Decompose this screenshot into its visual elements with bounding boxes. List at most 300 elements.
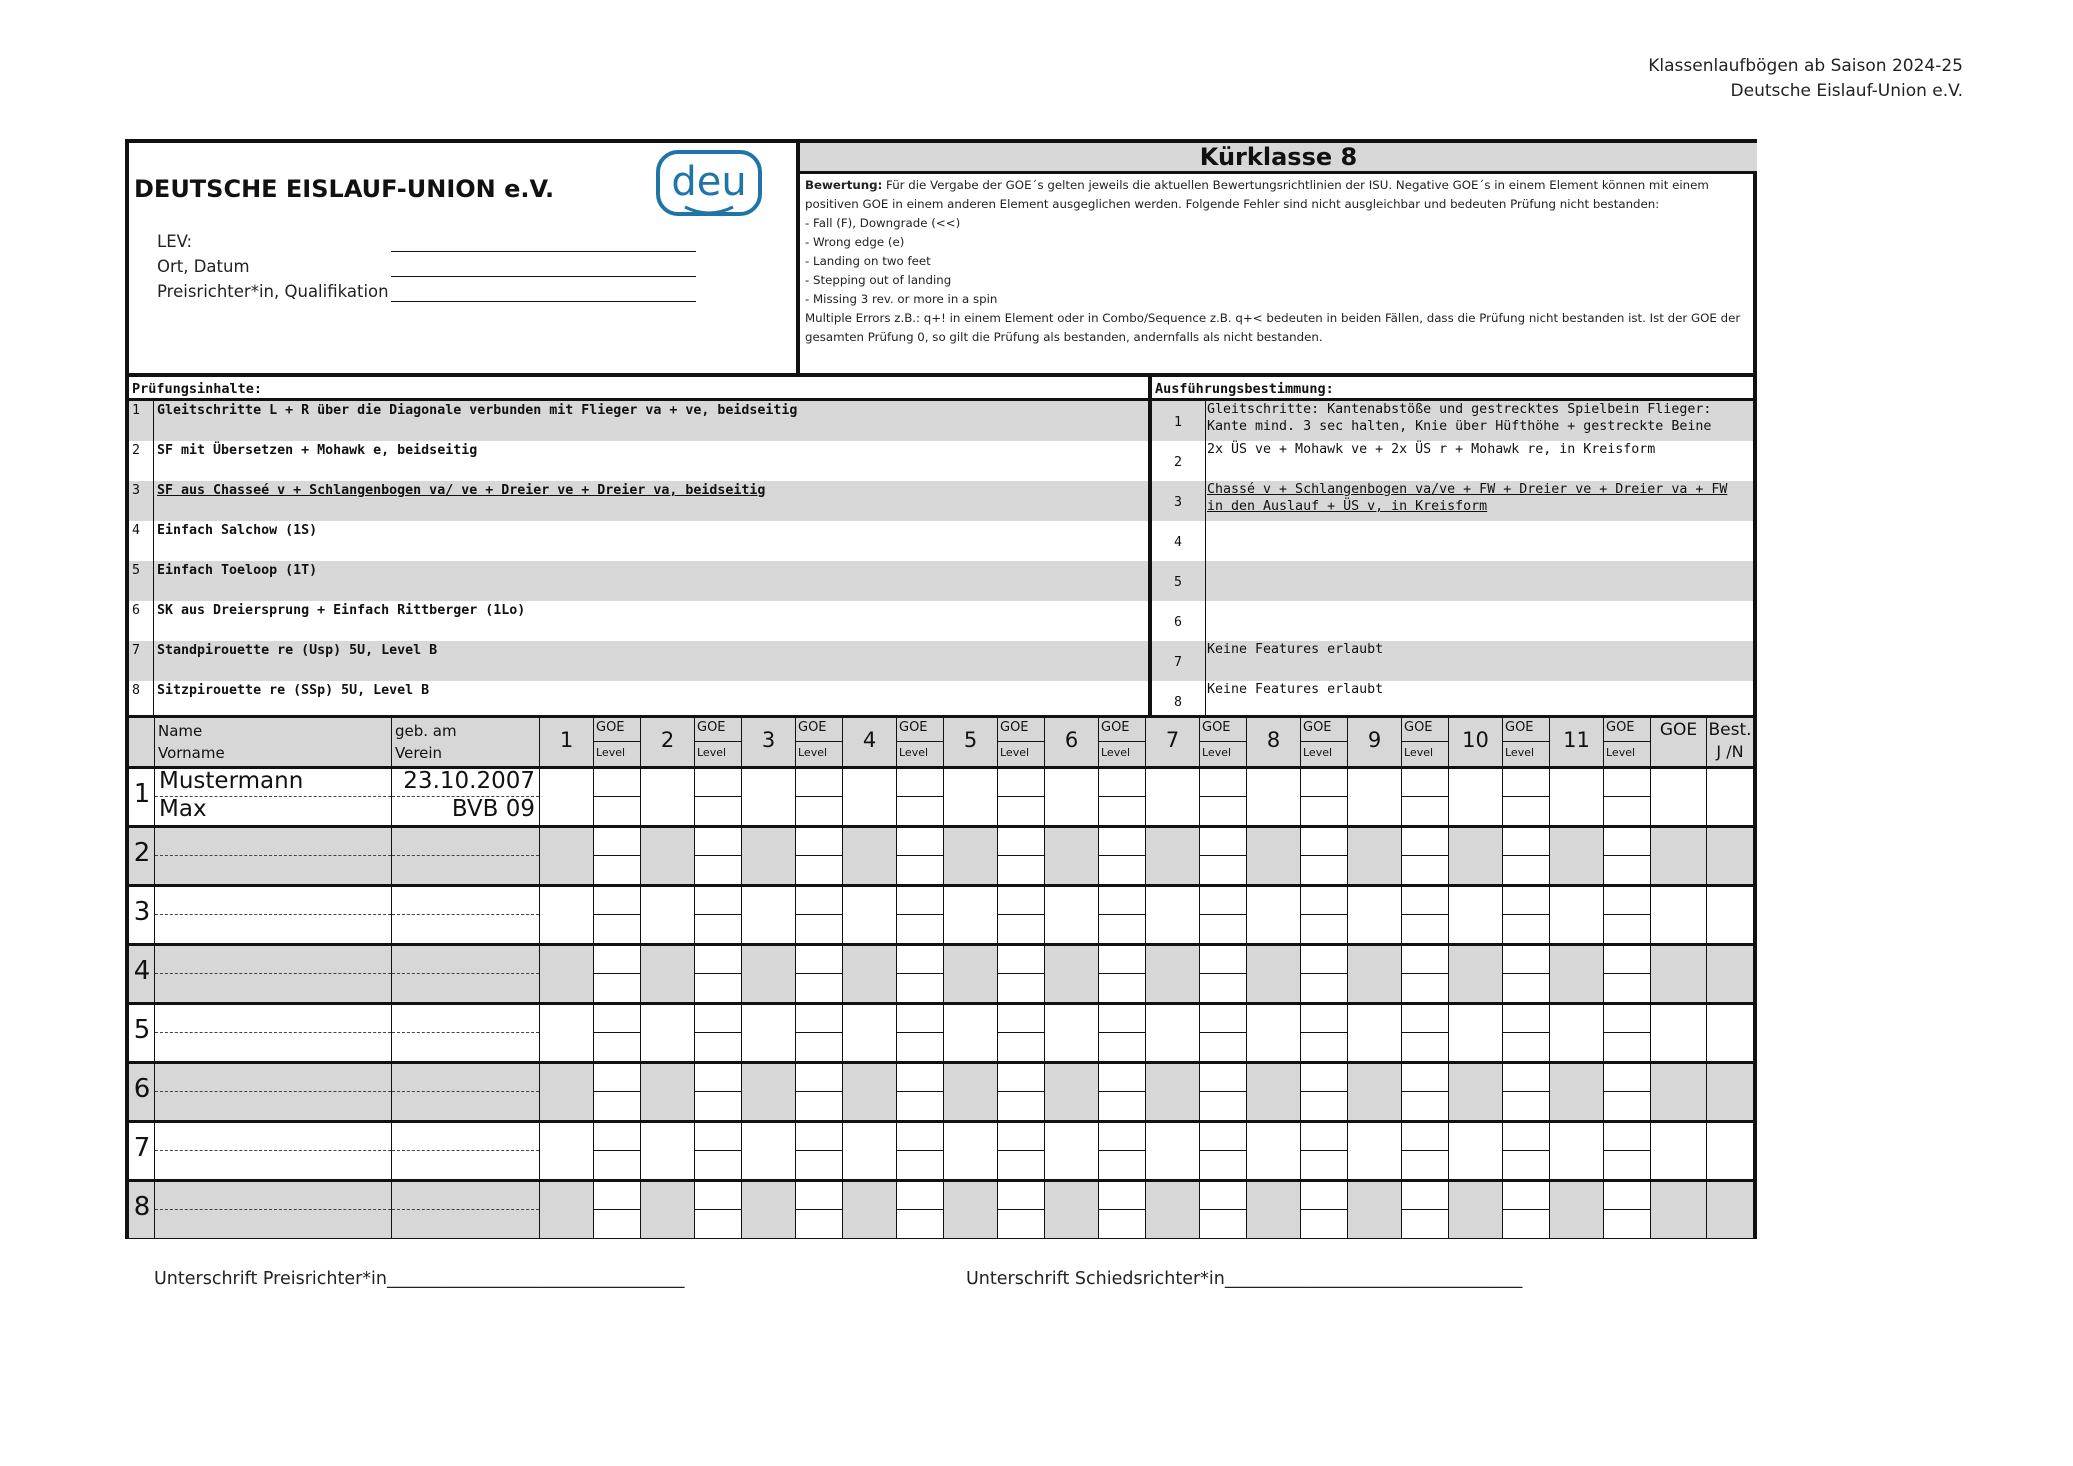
element-cell[interactable] xyxy=(1146,946,1200,1002)
skater-geb: 23.10.2007 xyxy=(403,768,535,794)
header-element-number: 8 xyxy=(1266,728,1281,752)
goe-level-cell[interactable] xyxy=(594,769,641,825)
class-title: Kürklasse 8 xyxy=(796,143,1757,174)
element-cell[interactable] xyxy=(1247,1005,1301,1061)
header-element-number: 7 xyxy=(1165,728,1180,752)
goe-level-cell[interactable] xyxy=(1402,1182,1449,1238)
goe-total-cell[interactable] xyxy=(1651,1064,1707,1120)
element-cell[interactable] xyxy=(1348,1064,1402,1120)
bewertung-text xyxy=(796,174,1753,373)
goe-level-cell[interactable] xyxy=(897,828,944,884)
goe-level-cell[interactable] xyxy=(998,828,1045,884)
element-cell[interactable] xyxy=(944,828,998,884)
goe-level-cell[interactable] xyxy=(1301,769,1348,825)
goe-level-cell[interactable] xyxy=(1301,828,1348,884)
element-cell[interactable] xyxy=(540,828,594,884)
element-cell[interactable] xyxy=(944,946,998,1002)
goe-level-cell[interactable] xyxy=(1402,769,1449,825)
best-cell[interactable] xyxy=(1707,769,1753,825)
goe-level-cell[interactable] xyxy=(1503,946,1550,1002)
element-cell[interactable] xyxy=(1449,1182,1503,1238)
goe-level-cell[interactable] xyxy=(1200,1005,1247,1061)
element-cell[interactable] xyxy=(944,769,998,825)
header-level: Level xyxy=(596,746,626,759)
best-cell[interactable] xyxy=(1707,946,1753,1002)
header-geb: geb. am xyxy=(395,722,457,740)
best-cell[interactable] xyxy=(1707,1123,1753,1179)
header-goe-level-cell xyxy=(1503,718,1550,766)
header-element-number: 3 xyxy=(761,728,776,752)
num-col-divider xyxy=(153,401,154,715)
header-element-cell xyxy=(1247,718,1301,766)
element-cell[interactable] xyxy=(1247,828,1301,884)
goe-level-cell[interactable] xyxy=(1503,1182,1550,1238)
element-cell[interactable] xyxy=(1550,946,1604,1002)
goe-level-cell[interactable] xyxy=(1301,1123,1348,1179)
goe-level-cell[interactable] xyxy=(1099,828,1146,884)
header-goe: GOE xyxy=(1000,720,1029,735)
exercise-row: 1 Gleitschritte L + R über die Diagonale verbunden mit Flieger va + ve, beidseitig xyxy=(129,401,1148,441)
exercise-row: 8 Sitzpirouette re (SSp) 5U, Level B xyxy=(132,683,430,698)
goe-level-cell[interactable] xyxy=(796,887,843,943)
element-cell[interactable] xyxy=(1247,1182,1301,1238)
best-cell[interactable] xyxy=(1707,1064,1753,1120)
header-goe-level-cell xyxy=(1301,718,1348,766)
header-level: Level xyxy=(1606,746,1636,759)
element-cell[interactable] xyxy=(1045,946,1099,1002)
element-cell[interactable] xyxy=(843,1123,897,1179)
row-number: 6 xyxy=(133,1074,151,1104)
row-number-cell xyxy=(129,1123,155,1179)
document-header xyxy=(1648,54,1963,104)
goe-level-cell[interactable] xyxy=(1200,1182,1247,1238)
header-level: Level xyxy=(899,746,929,759)
goe-level-cell[interactable] xyxy=(594,1064,641,1120)
table-row xyxy=(129,1179,1753,1238)
element-cell[interactable] xyxy=(1348,828,1402,884)
element-cell[interactable] xyxy=(540,769,594,825)
row-number-cell xyxy=(129,1182,155,1238)
goe-level-cell[interactable] xyxy=(1604,887,1651,943)
row-number-cell xyxy=(129,828,155,884)
goe-level-cell[interactable] xyxy=(594,1005,641,1061)
bewertung-intro: Für die Vergabe der GOE´s gelten jeweils die aktuellen Bewertungsrichtlinien der ISU. Negative GOE´s in einem Element können mit einem positiven GOE in einem anderen Element ausgeglichen werden. Folgende Fehler sind nicht ausgleichbar und bedeuten Prüfung nicht bestanden: xyxy=(805,178,1709,211)
element-cell[interactable] xyxy=(944,1005,998,1061)
goe-level-cell[interactable] xyxy=(998,946,1045,1002)
goe-level-cell[interactable] xyxy=(1200,769,1247,825)
row-number: 3 xyxy=(133,897,151,927)
goe-total-cell[interactable] xyxy=(1651,1182,1707,1238)
header-element-cell xyxy=(641,718,695,766)
signature-schiedsrichter[interactable]: Unterschrift Schiedsrichter*in__________________________________ xyxy=(966,1269,1523,1289)
goe-level-cell[interactable] xyxy=(1301,887,1348,943)
goe-level-cell[interactable] xyxy=(998,1182,1045,1238)
goe-level-cell[interactable] xyxy=(1402,1123,1449,1179)
header-num-cell xyxy=(129,718,155,766)
goe-level-cell[interactable] xyxy=(594,1123,641,1179)
goe-level-cell[interactable] xyxy=(1604,1123,1651,1179)
element-cell[interactable] xyxy=(1045,1123,1099,1179)
goe-level-cell[interactable] xyxy=(897,887,944,943)
element-cell[interactable] xyxy=(540,1064,594,1120)
element-cell[interactable] xyxy=(1045,1005,1099,1061)
element-cell[interactable] xyxy=(843,1005,897,1061)
spec-row: 1 Gleitschritte: Kantenabstöße und gestrecktes Spielbein Flieger: Kante mind. 3 sec halten, Knie über Hüfthöhe + gestreckte Beine xyxy=(1152,401,1753,441)
org-name: DEUTSCHE EISLAUF-UNION e.V. xyxy=(134,175,555,203)
goe-level-cell[interactable] xyxy=(998,887,1045,943)
goe-level-cell[interactable] xyxy=(1099,1182,1146,1238)
goe-level-cell[interactable] xyxy=(897,1182,944,1238)
exercise-row: 6 SK aus Dreiersprung + Einfach Rittberger (1Lo) xyxy=(132,603,526,618)
goe-level-cell[interactable] xyxy=(1200,1064,1247,1120)
goe-level-cell[interactable] xyxy=(796,769,843,825)
goe-level-cell[interactable] xyxy=(1099,887,1146,943)
exercise-row: 4 Einfach Salchow (1S) xyxy=(132,523,318,538)
goe-level-cell[interactable] xyxy=(1099,946,1146,1002)
goe-level-cell[interactable] xyxy=(1099,1005,1146,1061)
element-cell[interactable] xyxy=(1449,1005,1503,1061)
name-cell[interactable] xyxy=(155,946,392,1002)
goe-level-cell[interactable] xyxy=(1402,946,1449,1002)
element-cell[interactable] xyxy=(1348,887,1402,943)
header-goe: GOE xyxy=(798,720,827,735)
header-goe-level-cell xyxy=(1402,718,1449,766)
goe-level-cell[interactable] xyxy=(695,769,742,825)
header-goe-level-cell xyxy=(998,718,1045,766)
lev-label: LEV: xyxy=(157,232,193,251)
name-cell[interactable] xyxy=(155,769,392,825)
header-level: Level xyxy=(1404,746,1434,759)
goe-level-cell[interactable] xyxy=(796,1005,843,1061)
goe-level-cell[interactable] xyxy=(1604,1005,1651,1061)
element-cell[interactable] xyxy=(1550,1182,1604,1238)
element-cell[interactable] xyxy=(1348,1005,1402,1061)
goe-level-cell[interactable] xyxy=(796,1064,843,1120)
header-goe-total: GOE xyxy=(1659,720,1698,740)
element-cell[interactable] xyxy=(1247,1123,1301,1179)
element-cell[interactable] xyxy=(641,828,695,884)
header-element-number: 2 xyxy=(660,728,675,752)
goe-level-cell[interactable] xyxy=(1301,1064,1348,1120)
row-number: 7 xyxy=(133,1133,151,1163)
goe-level-cell[interactable] xyxy=(695,828,742,884)
goe-level-cell[interactable] xyxy=(695,887,742,943)
goe-level-cell[interactable] xyxy=(1099,1064,1146,1120)
element-cell[interactable] xyxy=(641,1005,695,1061)
element-cell[interactable] xyxy=(641,887,695,943)
goe-level-cell[interactable] xyxy=(796,946,843,1002)
geb-verein-cell[interactable] xyxy=(392,1123,540,1179)
header-goe: GOE xyxy=(899,720,928,735)
element-cell[interactable] xyxy=(742,1064,796,1120)
goe-total-cell[interactable] xyxy=(1651,1005,1707,1061)
name-cell[interactable] xyxy=(155,1182,392,1238)
preisrichter-input-line[interactable] xyxy=(391,301,696,302)
goe-level-cell[interactable] xyxy=(594,946,641,1002)
element-cell[interactable] xyxy=(1247,887,1301,943)
deu-logo xyxy=(655,149,763,219)
element-cell[interactable] xyxy=(1146,1064,1200,1120)
goe-level-cell[interactable] xyxy=(1503,769,1550,825)
goe-level-cell[interactable] xyxy=(1200,946,1247,1002)
goe-level-cell[interactable] xyxy=(1402,1005,1449,1061)
element-cell[interactable] xyxy=(742,1005,796,1061)
header-element-cell xyxy=(843,718,897,766)
goe-total-cell[interactable] xyxy=(1651,1123,1707,1179)
pruefungsinhalte-header: Prüfungsinhalte: xyxy=(129,377,1148,401)
goe-level-cell[interactable] xyxy=(695,1005,742,1061)
header-element-cell xyxy=(944,718,998,766)
score-table xyxy=(129,715,1753,1235)
element-cell[interactable] xyxy=(1550,1005,1604,1061)
name-cell[interactable] xyxy=(155,1005,392,1061)
goe-level-cell[interactable] xyxy=(897,946,944,1002)
header-element-cell xyxy=(742,718,796,766)
element-cell[interactable] xyxy=(1550,1123,1604,1179)
goe-level-cell[interactable] xyxy=(796,1123,843,1179)
header-goe-level-cell xyxy=(594,718,641,766)
element-cell[interactable] xyxy=(1045,1064,1099,1120)
element-cell[interactable] xyxy=(742,946,796,1002)
element-cell[interactable] xyxy=(540,946,594,1002)
goe-level-cell[interactable] xyxy=(1301,946,1348,1002)
goe-level-cell[interactable] xyxy=(897,769,944,825)
header-level: Level xyxy=(1202,746,1232,759)
header-line-2: Deutsche Eislauf-Union e.V. xyxy=(1730,81,1963,101)
goe-level-cell[interactable] xyxy=(1200,887,1247,943)
element-cell[interactable] xyxy=(641,946,695,1002)
header-element-number: 6 xyxy=(1064,728,1079,752)
element-cell[interactable] xyxy=(944,1182,998,1238)
geb-verein-cell[interactable] xyxy=(392,828,540,884)
exam-form xyxy=(125,139,1757,1239)
goe-level-cell[interactable] xyxy=(695,946,742,1002)
goe-level-cell[interactable] xyxy=(1402,828,1449,884)
header-element-cell xyxy=(1045,718,1099,766)
element-cell[interactable] xyxy=(540,1182,594,1238)
goe-level-cell[interactable] xyxy=(1503,887,1550,943)
element-cell[interactable] xyxy=(1449,1123,1503,1179)
header-name-cell xyxy=(155,718,392,766)
goe-level-cell[interactable] xyxy=(1402,1064,1449,1120)
element-cell[interactable] xyxy=(843,946,897,1002)
element-cell[interactable] xyxy=(1449,769,1503,825)
error-item: - Wrong edge (e) xyxy=(805,235,905,249)
goe-level-cell[interactable] xyxy=(594,1182,641,1238)
goe-level-cell[interactable] xyxy=(1503,1064,1550,1120)
header-element-number: 9 xyxy=(1367,728,1382,752)
ausfuehrung-header: Ausführungsbestimmung: xyxy=(1152,377,1753,401)
element-cell[interactable] xyxy=(742,828,796,884)
header-goe-total-cell xyxy=(1651,718,1707,766)
element-cell[interactable] xyxy=(641,1064,695,1120)
goe-level-cell[interactable] xyxy=(1301,1182,1348,1238)
element-cell[interactable] xyxy=(540,1123,594,1179)
goe-level-cell[interactable] xyxy=(1503,828,1550,884)
spec-row: 8 Keine Features erlaubt xyxy=(1174,682,1384,710)
goe-level-cell[interactable] xyxy=(594,828,641,884)
best-cell[interactable] xyxy=(1707,1182,1753,1238)
name-cell[interactable] xyxy=(155,828,392,884)
section-divider xyxy=(1148,377,1152,715)
element-cell[interactable] xyxy=(944,1064,998,1120)
exercise-row: 5 Einfach Toeloop (1T) xyxy=(129,561,1148,601)
goe-level-cell[interactable] xyxy=(1099,769,1146,825)
header-element-number: 5 xyxy=(963,728,978,752)
goe-level-cell[interactable] xyxy=(1503,1005,1550,1061)
goe-level-cell[interactable] xyxy=(796,1182,843,1238)
goe-level-cell[interactable] xyxy=(1604,946,1651,1002)
best-cell[interactable] xyxy=(1707,1005,1753,1061)
element-cell[interactable] xyxy=(1045,1182,1099,1238)
header-goe-level-cell xyxy=(1099,718,1146,766)
ort-datum-input-line[interactable] xyxy=(391,276,696,277)
element-cell[interactable] xyxy=(1449,828,1503,884)
goe-level-cell[interactable] xyxy=(695,1064,742,1120)
goe-level-cell[interactable] xyxy=(1604,769,1651,825)
geb-verein-cell[interactable] xyxy=(392,887,540,943)
element-cell[interactable] xyxy=(944,887,998,943)
geb-verein-cell[interactable] xyxy=(392,769,540,825)
geb-verein-cell[interactable] xyxy=(392,946,540,1002)
best-cell[interactable] xyxy=(1707,828,1753,884)
goe-level-cell[interactable] xyxy=(1200,828,1247,884)
header-goe: GOE xyxy=(596,720,625,735)
header-element-cell xyxy=(540,718,594,766)
element-cell[interactable] xyxy=(1146,828,1200,884)
goe-level-cell[interactable] xyxy=(998,1005,1045,1061)
goe-level-cell[interactable] xyxy=(1604,1182,1651,1238)
goe-level-cell[interactable] xyxy=(998,769,1045,825)
element-cell[interactable] xyxy=(1247,769,1301,825)
spec-row: 4 xyxy=(1174,535,1183,550)
element-cell[interactable] xyxy=(540,887,594,943)
element-cell[interactable] xyxy=(1045,769,1099,825)
spec-num-divider xyxy=(1205,401,1206,715)
element-cell[interactable] xyxy=(1348,1123,1402,1179)
element-cell[interactable] xyxy=(1449,946,1503,1002)
goe-level-cell[interactable] xyxy=(998,1064,1045,1120)
element-cell[interactable] xyxy=(1045,887,1099,943)
element-cell[interactable] xyxy=(641,1182,695,1238)
geb-verein-cell[interactable] xyxy=(392,1064,540,1120)
goe-total-cell[interactable] xyxy=(1651,946,1707,1002)
name-cell[interactable] xyxy=(155,1064,392,1120)
goe-total-cell[interactable] xyxy=(1651,828,1707,884)
header-element-number: 11 xyxy=(1563,728,1590,752)
element-cell[interactable] xyxy=(1348,1182,1402,1238)
goe-level-cell[interactable] xyxy=(1604,1064,1651,1120)
goe-level-cell[interactable] xyxy=(1604,828,1651,884)
element-cell[interactable] xyxy=(843,769,897,825)
goe-total-cell[interactable] xyxy=(1651,769,1707,825)
name-cell[interactable] xyxy=(155,887,392,943)
header-verein: Verein xyxy=(395,744,443,762)
element-cell[interactable] xyxy=(1550,1064,1604,1120)
header-goe-level-cell xyxy=(1200,718,1247,766)
header-element-cell xyxy=(1550,718,1604,766)
bewertung-label: Bewertung: xyxy=(805,178,883,192)
goe-level-cell[interactable] xyxy=(897,1005,944,1061)
element-cell[interactable] xyxy=(1348,769,1402,825)
error-item: - Landing on two feet xyxy=(805,254,931,268)
element-cell[interactable] xyxy=(1550,769,1604,825)
goe-level-cell[interactable] xyxy=(897,1064,944,1120)
element-cell[interactable] xyxy=(843,1182,897,1238)
element-cell[interactable] xyxy=(843,1064,897,1120)
element-cell[interactable] xyxy=(1146,1005,1200,1061)
goe-level-cell[interactable] xyxy=(1402,887,1449,943)
lev-input-line[interactable] xyxy=(391,251,696,252)
goe-level-cell[interactable] xyxy=(1099,1123,1146,1179)
exercise-row: 7 Standpirouette re (Usp) 5U, Level B xyxy=(129,641,1148,681)
goe-total-cell[interactable] xyxy=(1651,887,1707,943)
goe-level-cell[interactable] xyxy=(1503,1123,1550,1179)
row-number-cell xyxy=(129,769,155,825)
element-cell[interactable] xyxy=(1247,946,1301,1002)
element-cell[interactable] xyxy=(843,828,897,884)
element-cell[interactable] xyxy=(641,1123,695,1179)
header-goe: GOE xyxy=(1404,720,1433,735)
table-row xyxy=(129,825,1753,884)
element-cell[interactable] xyxy=(742,1182,796,1238)
geb-verein-cell[interactable] xyxy=(392,1182,540,1238)
header-element-number: 1 xyxy=(559,728,574,752)
header-element-number: 10 xyxy=(1462,728,1489,752)
row-number-cell xyxy=(129,946,155,1002)
table-row xyxy=(129,884,1753,943)
element-cell[interactable] xyxy=(540,1005,594,1061)
table-row xyxy=(129,1061,1753,1120)
goe-level-cell[interactable] xyxy=(695,1182,742,1238)
header-element-cell xyxy=(1146,718,1200,766)
element-cell[interactable] xyxy=(742,769,796,825)
element-cell[interactable] xyxy=(1348,946,1402,1002)
header-level: Level xyxy=(1000,746,1030,759)
element-cell[interactable] xyxy=(1146,1123,1200,1179)
element-cell[interactable] xyxy=(944,1123,998,1179)
goe-level-cell[interactable] xyxy=(897,1123,944,1179)
element-cell[interactable] xyxy=(1449,1064,1503,1120)
geb-verein-cell[interactable] xyxy=(392,1005,540,1061)
signature-preisrichter[interactable]: Unterschrift Preisrichter*in__________________________________ xyxy=(154,1269,685,1289)
element-cell[interactable] xyxy=(1247,1064,1301,1120)
element-cell[interactable] xyxy=(1146,769,1200,825)
row-number-cell xyxy=(129,1064,155,1120)
goe-level-cell[interactable] xyxy=(796,828,843,884)
element-cell[interactable] xyxy=(1146,1182,1200,1238)
name-cell[interactable] xyxy=(155,1123,392,1179)
goe-level-cell[interactable] xyxy=(1301,1005,1348,1061)
element-cell[interactable] xyxy=(742,887,796,943)
goe-level-cell[interactable] xyxy=(998,1123,1045,1179)
element-cell[interactable] xyxy=(1550,887,1604,943)
element-cell[interactable] xyxy=(1146,887,1200,943)
element-cell[interactable] xyxy=(641,769,695,825)
error-item: - Missing 3 rev. or more in a spin xyxy=(805,292,998,306)
spec-row: 2 2x ÜS ve + Mohawk ve + 2x ÜS r + Mohawk re, in Kreisform xyxy=(1174,442,1656,470)
element-cell[interactable] xyxy=(1045,828,1099,884)
element-cell[interactable] xyxy=(1449,887,1503,943)
element-cell[interactable] xyxy=(742,1123,796,1179)
goe-level-cell[interactable] xyxy=(594,887,641,943)
best-cell[interactable] xyxy=(1707,887,1753,943)
goe-level-cell[interactable] xyxy=(1200,1123,1247,1179)
element-cell[interactable] xyxy=(1550,828,1604,884)
element-cell[interactable] xyxy=(843,887,897,943)
goe-level-cell[interactable] xyxy=(695,1123,742,1179)
row-number-cell xyxy=(129,887,155,943)
